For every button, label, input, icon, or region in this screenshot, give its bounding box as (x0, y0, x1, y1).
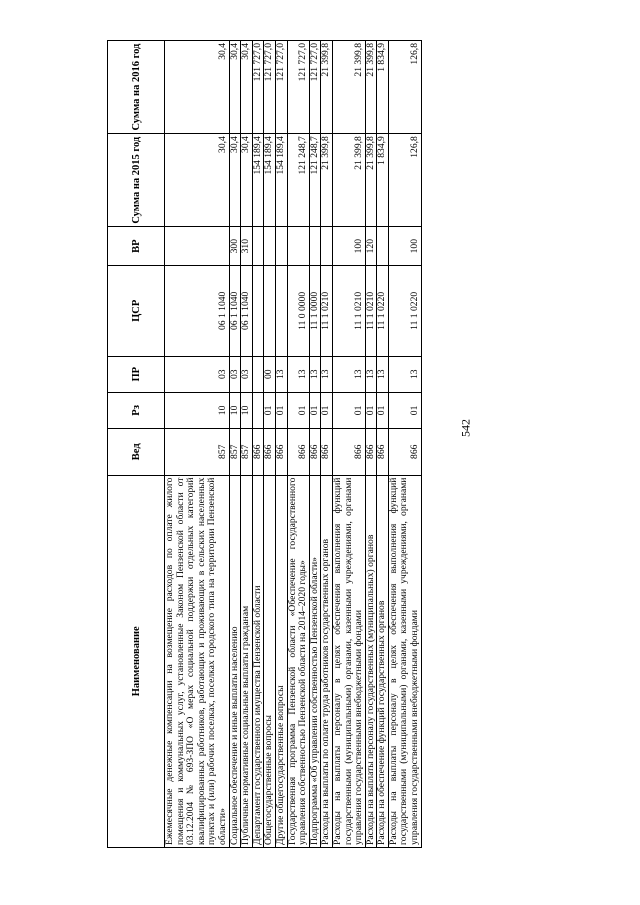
table-row (229, 41, 241, 848)
cell-rz: 01 (365, 392, 377, 428)
cell-name: Социальное обеспечение и иные выплаты населению (229, 475, 241, 847)
cell-pr: 00 (264, 356, 276, 392)
cell-s2015: 121 248,7 (309, 134, 321, 227)
cell-pr: 13 (287, 356, 309, 392)
cell-pr: 13 (309, 356, 321, 392)
page-number-text: 542 (458, 419, 473, 437)
cell-ved: 857 (165, 429, 230, 476)
cell-rz: 01 (321, 392, 333, 428)
cell-vr: 310 (241, 227, 253, 266)
cell-ved: 866 (321, 429, 333, 476)
cell-s2016: 30,4 (165, 41, 230, 134)
cell-s2016: 126,8 (388, 41, 421, 134)
table-body (165, 41, 422, 848)
cell-ved: 866 (332, 429, 365, 476)
cell-csr: 06 1 1040 (165, 266, 230, 357)
table-row (165, 41, 230, 848)
cell-vr: 100 (332, 227, 365, 266)
cell-pr: 13 (275, 356, 287, 392)
cell-ved: 866 (377, 429, 389, 476)
cell-vr (321, 227, 333, 266)
cell-vr (287, 227, 309, 266)
cell-pr: 13 (377, 356, 389, 392)
cell-name: Расходы на выплаты персоналу в целях обеспечения выполнения функций государственными (муниципальными) органами, казенными учреждениями, органами управления государственными внебюджетными фондами (388, 475, 421, 847)
cell-ved: 866 (388, 429, 421, 476)
cell-ved: 866 (287, 429, 309, 476)
cell-name: Ежемесячные денежные компенсации на возмещение расходов по оплате жилого помещения и коммунальных услуг, установленные Законом Пензенской области от 03.12.2004 № 693-ЗПО «О мерах социальной поддержки отдельных категорий квалифицированных работников, работающих и проживающих в сельских населенных пунктах и (или) рабочих поселках, поселках городского типа на территории Пензенской области» (165, 475, 230, 847)
cell-s2015: 121 248,7 (287, 134, 309, 227)
cell-rz (252, 392, 264, 428)
cell-rz: 10 (229, 392, 241, 428)
cell-ved: 857 (229, 429, 241, 476)
cell-rz: 01 (377, 392, 389, 428)
cell-csr (252, 266, 264, 357)
cell-s2015: 154 189,4 (275, 134, 287, 227)
cell-csr: 11 0 0000 (287, 266, 309, 357)
cell-vr (377, 227, 389, 266)
cell-csr: 06 1 1040 (241, 266, 253, 357)
cell-ved: 866 (365, 429, 377, 476)
header-sum-2016: Сумма на 2016 год (108, 41, 165, 134)
cell-s2015: 21 399,8 (365, 134, 377, 227)
header-csr: ЦСР (108, 266, 165, 357)
cell-ved: 857 (241, 429, 253, 476)
cell-s2016: 21 399,8 (332, 41, 365, 134)
cell-name: Расходы на обеспечение функций государственных органов (377, 475, 389, 847)
cell-s2016: 21 399,8 (321, 41, 333, 134)
table-row (252, 41, 264, 848)
cell-s2016: 121 727,0 (309, 41, 321, 134)
cell-rz: 01 (309, 392, 321, 428)
table-row (365, 41, 377, 848)
cell-pr: 13 (388, 356, 421, 392)
cell-vr (165, 227, 230, 266)
cell-s2015: 1 834,9 (377, 134, 389, 227)
cell-vr (252, 227, 264, 266)
cell-s2016: 30,4 (241, 41, 253, 134)
cell-pr: 13 (321, 356, 333, 392)
cell-s2015: 21 399,8 (321, 134, 333, 227)
table-row (309, 41, 321, 848)
cell-name: Государственная программа Пензенской области «Обеспечение государственного управления собственностью Пензенской области на 2014–2020 годы» (287, 475, 309, 847)
cell-csr (264, 266, 276, 357)
cell-csr: 11 1 0000 (309, 266, 321, 357)
cell-rz: 01 (388, 392, 421, 428)
cell-rz: 01 (287, 392, 309, 428)
cell-pr: 03 (241, 356, 253, 392)
cell-s2015: 30,4 (229, 134, 241, 227)
cell-name: Департамент государственного имущества Пензенской области (252, 475, 264, 847)
cell-s2015: 30,4 (165, 134, 230, 227)
header-pr: ПР (108, 356, 165, 392)
cell-s2016: 1 834,9 (377, 41, 389, 134)
cell-s2016: 30,4 (229, 41, 241, 134)
cell-s2015: 21 399,8 (332, 134, 365, 227)
table-row (264, 41, 276, 848)
cell-s2016: 121 727,0 (275, 41, 287, 134)
cell-ved: 866 (252, 429, 264, 476)
cell-csr: 11 1 0220 (377, 266, 389, 357)
header-name: Наименование (108, 475, 165, 847)
table-row (275, 41, 287, 848)
cell-s2016: 121 727,0 (252, 41, 264, 134)
cell-vr: 120 (365, 227, 377, 266)
header-ved: Вед (108, 429, 165, 476)
cell-vr: 300 (229, 227, 241, 266)
cell-csr: 11 1 0210 (321, 266, 333, 357)
cell-name: Расходы на выплаты по оплате труда работников государственных органов (321, 475, 333, 847)
cell-s2015: 154 189,4 (252, 134, 264, 227)
cell-rz: 10 (165, 392, 230, 428)
cell-vr (275, 227, 287, 266)
table-row (321, 41, 333, 848)
cell-csr: 11 1 0220 (388, 266, 421, 357)
cell-s2015: 154 189,4 (264, 134, 276, 227)
cell-vr: 100 (388, 227, 421, 266)
cell-ved: 866 (275, 429, 287, 476)
cell-rz: 01 (332, 392, 365, 428)
budget-table (107, 40, 422, 848)
cell-s2016: 121 727,0 (264, 41, 276, 134)
cell-pr: 03 (165, 356, 230, 392)
header-vr: ВР (108, 227, 165, 266)
cell-csr: 11 1 0210 (365, 266, 377, 357)
cell-s2015: 126,8 (388, 134, 421, 227)
budget-table-container (107, 40, 542, 848)
cell-ved: 866 (264, 429, 276, 476)
header-sum-2015: Сумма на 2015 год (108, 134, 165, 227)
table-row (332, 41, 365, 848)
cell-rz: 10 (241, 392, 253, 428)
cell-name: Общегосударственные вопросы (264, 475, 276, 847)
table-row (287, 41, 309, 848)
cell-pr: 03 (229, 356, 241, 392)
cell-pr: 13 (332, 356, 365, 392)
cell-rz: 01 (275, 392, 287, 428)
table-header-row (108, 41, 165, 848)
cell-csr: 11 1 0210 (332, 266, 365, 357)
cell-name: Другие общегосударственные вопросы (275, 475, 287, 847)
table-row (377, 41, 389, 848)
cell-csr (275, 266, 287, 357)
cell-pr: 13 (365, 356, 377, 392)
cell-pr (252, 356, 264, 392)
cell-csr: 06 1 1040 (229, 266, 241, 357)
cell-ved: 866 (309, 429, 321, 476)
cell-s2016: 21 399,8 (365, 41, 377, 134)
table-row (388, 41, 421, 848)
cell-name: Расходы на выплаты персоналу в целях обеспечения выполнения функций государственными (муниципальными) органами, казенными учреждениями, органами управления государственными внебюджетными фондами (332, 475, 365, 847)
cell-name: Расходы на выплаты персоналу государственных (муниципальных) органов (365, 475, 377, 847)
cell-s2015: 30,4 (241, 134, 253, 227)
cell-name: Публичные нормативные социальные выплаты гражданам (241, 475, 253, 847)
cell-vr (264, 227, 276, 266)
cell-rz: 01 (264, 392, 276, 428)
cell-s2016: 121 727,0 (287, 41, 309, 134)
table-row (241, 41, 253, 848)
cell-name: Подпрограмма «Об управлении собственностью Пензенской области» (309, 475, 321, 847)
cell-vr (309, 227, 321, 266)
header-rz: Рз (108, 392, 165, 428)
